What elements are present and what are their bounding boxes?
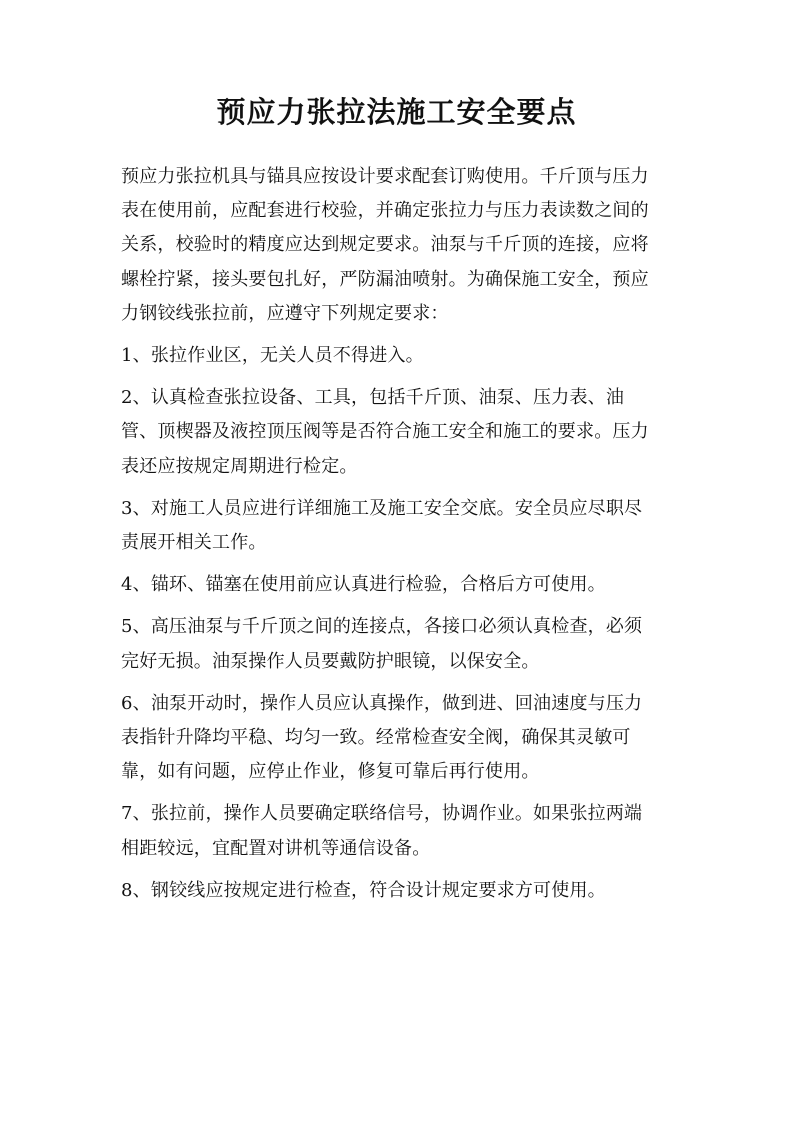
- intro-line: 表在使用前，应配套进行校验，并确定张拉力与压力表读数之间的: [121, 200, 649, 222]
- intro-line: 关系，校验时的精度应达到规定要求。油泵与千斤顶的连接，应将: [121, 234, 649, 256]
- rule-item-4: [121, 568, 681, 602]
- rule-item-line: 4、锚环、锚塞在使用前应认真进行检验，合格后方可使用。: [121, 574, 606, 596]
- rule-item-line: 管、顶楔器及液控顶压阀等是否符合施工安全和施工的要求。压力: [121, 421, 649, 443]
- rule-item-line: 8、钢铰线应按规定进行检查，符合设计规定要求方可使用。: [121, 879, 606, 901]
- document-body: [121, 160, 681, 916]
- rule-item-line: 1、张拉作业区，无关人员不得进入。: [121, 345, 424, 367]
- intro-paragraph: [121, 160, 681, 331]
- rule-item-line: 相距较远，宜配置对讲机等通信设备。: [121, 837, 431, 859]
- rule-item-8: [121, 874, 681, 908]
- rule-item-line: 完好无损。油泵操作人员要戴防护眼镜，以保安全。: [121, 650, 540, 672]
- rule-item-7: [121, 797, 681, 865]
- rule-item-line: 表还应按规定周期进行检定。: [121, 455, 358, 477]
- rule-item-line: 表指针升降均平稳、均匀一致。经常检查安全阀，确保其灵敏可: [121, 727, 631, 749]
- intro-line: 预应力张拉机具与锚具应按设计要求配套订购使用。千斤顶与压力: [121, 166, 649, 187]
- rule-item-line: 责展开相关工作。: [121, 532, 267, 554]
- document-title: 预应力张拉法施工安全要点: [216, 95, 577, 129]
- rule-item-line: 靠，如有问题，应停止作业，修复可靠后再行使用。: [121, 761, 540, 783]
- rule-item-line: 3、对施工人员应进行详细施工及施工安全交底。安全员应尽职尽: [121, 497, 643, 519]
- intro-line: 螺栓拧紧，接头要包扎好，严防漏油喷射。为确保施工安全，预应: [121, 268, 649, 290]
- rule-item-line: 7、张拉前，操作人员要确定联络信号，协调作业。如果张拉两端: [121, 803, 643, 825]
- rule-item-1: [121, 339, 681, 373]
- rule-item-3: [121, 492, 681, 560]
- rule-item-6: [121, 687, 681, 790]
- rule-item-2: [121, 381, 681, 484]
- rule-item-line: 6、油泵开动时，操作人员应认真操作，做到进、回油速度与压力: [121, 692, 643, 714]
- rule-item-line: 2、认真检查张拉设备、工具，包括千斤顶、油泵、压力表、油: [121, 387, 625, 409]
- intro-line: 力钢铰线张拉前，应遵守下列规定要求：: [121, 302, 449, 324]
- rule-item-5: [121, 610, 681, 678]
- rule-item-line: 5、高压油泵与千斤顶之间的连接点，各接口必须认真检查，必须: [121, 616, 643, 638]
